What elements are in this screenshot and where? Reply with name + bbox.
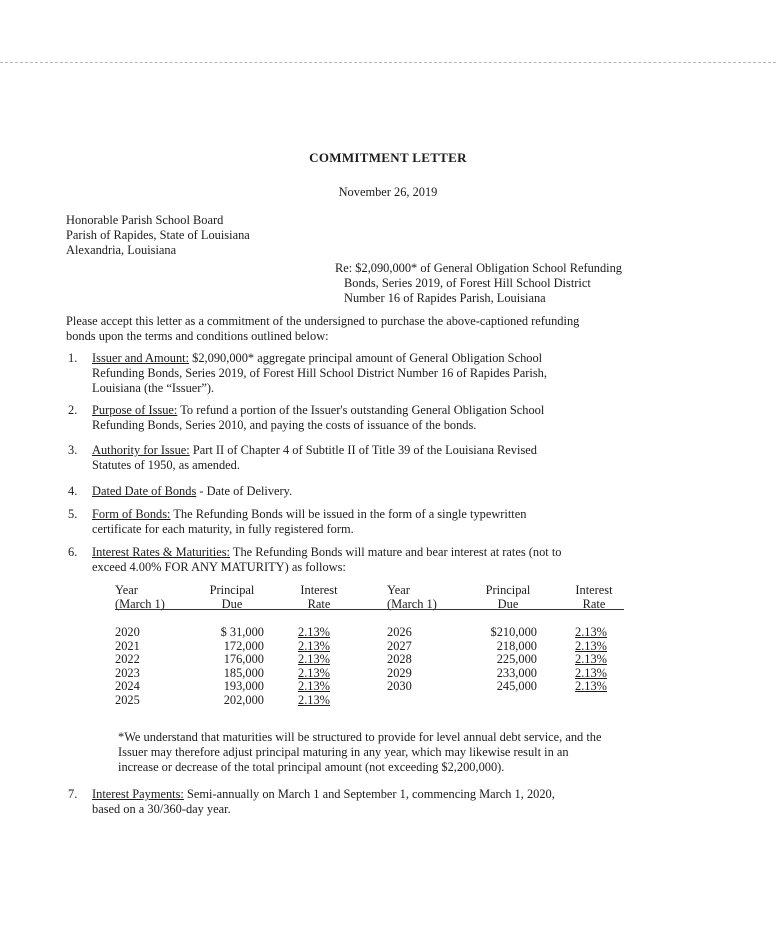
table-cell: 2022 <box>115 652 140 666</box>
table-cell: 193,000 <box>223 679 264 693</box>
table-cell: 2026 <box>387 625 412 639</box>
re-line: Bonds, Series 2019, of Forest Hill School District <box>344 276 591 290</box>
term-item-interest-payments <box>68 787 672 817</box>
item-text: $2,090,000* aggregate principal amount of General Obligation School <box>189 351 543 365</box>
header-text: Interest <box>300 583 338 597</box>
item-heading: Form of Bonds: <box>92 507 171 521</box>
item-heading: Dated Date of Bonds <box>92 484 197 498</box>
header-text: Year <box>115 583 138 597</box>
addressee-line: Honorable Parish School Board <box>66 213 224 227</box>
addressee-line: Parish of Rapides, State of Louisiana <box>66 228 250 242</box>
item-heading: Purpose of Issue: <box>92 403 178 417</box>
table-cell: 2.13% <box>298 692 331 707</box>
table-cell: 2.13% <box>298 625 331 639</box>
table-cell: 218,000 <box>496 638 537 653</box>
item-heading: Issuer and Amount: <box>92 351 190 365</box>
header-text: Due <box>497 597 519 611</box>
header-text: Interest <box>575 583 613 597</box>
intro-paragraph <box>66 314 686 344</box>
table-cell: 172,000 <box>223 638 264 653</box>
table-cell: 225,000 <box>496 652 537 666</box>
header-year <box>115 583 165 611</box>
table-cell: $210,000 <box>490 625 537 639</box>
table-cell: 2.13% <box>575 625 608 639</box>
table-cell: 2024 <box>115 679 140 693</box>
header-text: Rate <box>307 597 331 611</box>
term-item-authority <box>68 443 672 473</box>
table-cell: 2020 <box>115 625 140 639</box>
table-cell: 2.13% <box>575 638 608 653</box>
table-cell: 233,000 <box>496 665 537 680</box>
addressee-line: Alexandria, Louisiana <box>66 243 177 257</box>
table-cell: 2027 <box>387 638 412 653</box>
item-number: 3. <box>68 443 78 457</box>
item-text: Semi-annually on March 1 and September 1, commencing March 1, 2020, <box>183 787 555 801</box>
header-principal <box>473 583 543 611</box>
header-text: Due <box>221 597 243 611</box>
header-text: (March 1) <box>115 597 165 611</box>
table-cell: 2.13% <box>575 679 608 693</box>
footnote-line: Issuer may therefore adjust principal maturing in any year, which may likewise result in an <box>118 745 569 759</box>
term-item-rates-maturities <box>68 545 672 575</box>
item-heading: Authority for Issue: <box>92 443 190 457</box>
footnote-line: increase or decrease of the total principal amount (not exceeding $2,200,000). <box>118 760 505 774</box>
item-number: 6. <box>68 545 78 559</box>
header-text: Principal <box>485 583 531 597</box>
right-principal-column <box>479 626 537 694</box>
item-text: based on a 30/360-day year. <box>92 802 231 816</box>
table-cell: 202,000 <box>223 692 264 707</box>
intro-line: Please accept this letter as a commitment of the undersigned to purchase the above-captioned refunding <box>66 314 580 328</box>
item-number: 4. <box>68 484 78 498</box>
footnote-paragraph <box>118 730 678 775</box>
header-rate <box>563 583 625 611</box>
header-principal <box>197 583 267 611</box>
header-text: Principal <box>209 583 255 597</box>
table-cell: 2.13% <box>298 638 331 653</box>
item-text: certificate for each maturity, in fully registered form. <box>92 522 354 536</box>
item-text: Refunding Bonds, Series 2019, of Forest Hill School District Number 16 of Rapides Parish, <box>92 366 547 380</box>
page-title: COMMITMENT LETTER <box>309 150 467 165</box>
item-text: Refunding Bonds, Series 2010, and paying the costs of issuance of the bonds. <box>92 418 477 432</box>
table-cell: 2.13% <box>575 652 608 666</box>
item-number: 2. <box>68 403 78 417</box>
header-text: Year <box>387 583 410 597</box>
term-item-dated-date <box>68 484 672 499</box>
table-cell: 2.13% <box>298 652 331 666</box>
table-cell: 2029 <box>387 665 412 680</box>
item-text: Louisiana (the “Issuer”). <box>92 381 215 395</box>
table-cell: 2028 <box>387 652 412 666</box>
item-text: The Refunding Bonds will mature and bear interest at rates (not to <box>230 545 562 559</box>
table-header-rule <box>115 609 624 610</box>
table-cell: 2025 <box>115 692 140 707</box>
term-item-purpose <box>68 403 672 433</box>
left-year-column <box>115 626 140 707</box>
term-item-form-of-bonds <box>68 507 672 537</box>
item-text: Statutes of 1950, as amended. <box>92 458 240 472</box>
term-item-issuer-amount <box>68 351 672 396</box>
table-cell: 2030 <box>387 679 412 693</box>
table-cell: 2023 <box>115 665 140 680</box>
intro-line: bonds upon the terms and conditions outlined below: <box>66 329 329 343</box>
table-cell: 2.13% <box>298 665 331 680</box>
re-line: Re: $2,090,000* of General Obligation School Refunding <box>335 261 623 275</box>
header-text: Rate <box>582 597 606 611</box>
item-text: The Refunding Bonds will be issued in the form of a single typewritten <box>170 507 527 521</box>
item-text: To refund a portion of the Issuer's outstanding General Obligation School <box>177 403 545 417</box>
table-cell: $ 31,000 <box>220 625 264 639</box>
table-cell: 176,000 <box>223 652 264 666</box>
letter-date: November 26, 2019 <box>338 185 438 199</box>
item-number: 5. <box>68 507 78 521</box>
table-cell: 185,000 <box>223 665 264 680</box>
re-block <box>335 261 622 306</box>
left-rate-column <box>298 626 330 707</box>
maturity-table <box>115 583 635 713</box>
scan-edge-line <box>0 62 776 63</box>
item-number: 1. <box>68 351 78 365</box>
item-text: Part II of Chapter 4 of Subtitle II of Title 39 of the Louisiana Revised <box>189 443 537 457</box>
right-rate-column <box>575 626 607 694</box>
left-principal-column <box>204 626 264 707</box>
footnote-line: *We understand that maturities will be structured to provide for level annual debt service, and the <box>118 730 602 744</box>
right-year-column <box>387 626 412 694</box>
re-line: Number 16 of Rapides Parish, Louisiana <box>344 291 546 305</box>
item-text: - Date of Delivery. <box>196 484 293 498</box>
table-cell: 2021 <box>115 638 140 653</box>
item-number: 7. <box>68 787 78 801</box>
addressee-block <box>66 213 250 258</box>
table-cell: 2.13% <box>298 679 331 693</box>
item-heading: Interest Rates & Maturities: <box>92 545 230 559</box>
item-text: exceed 4.00% FOR ANY MATURITY) as follows: <box>92 560 346 574</box>
item-heading: Interest Payments: <box>92 787 184 801</box>
header-year <box>387 583 437 611</box>
header-text: (March 1) <box>387 597 437 611</box>
table-cell: 245,000 <box>496 679 537 693</box>
table-cell: 2.13% <box>575 665 608 680</box>
header-rate <box>287 583 351 611</box>
